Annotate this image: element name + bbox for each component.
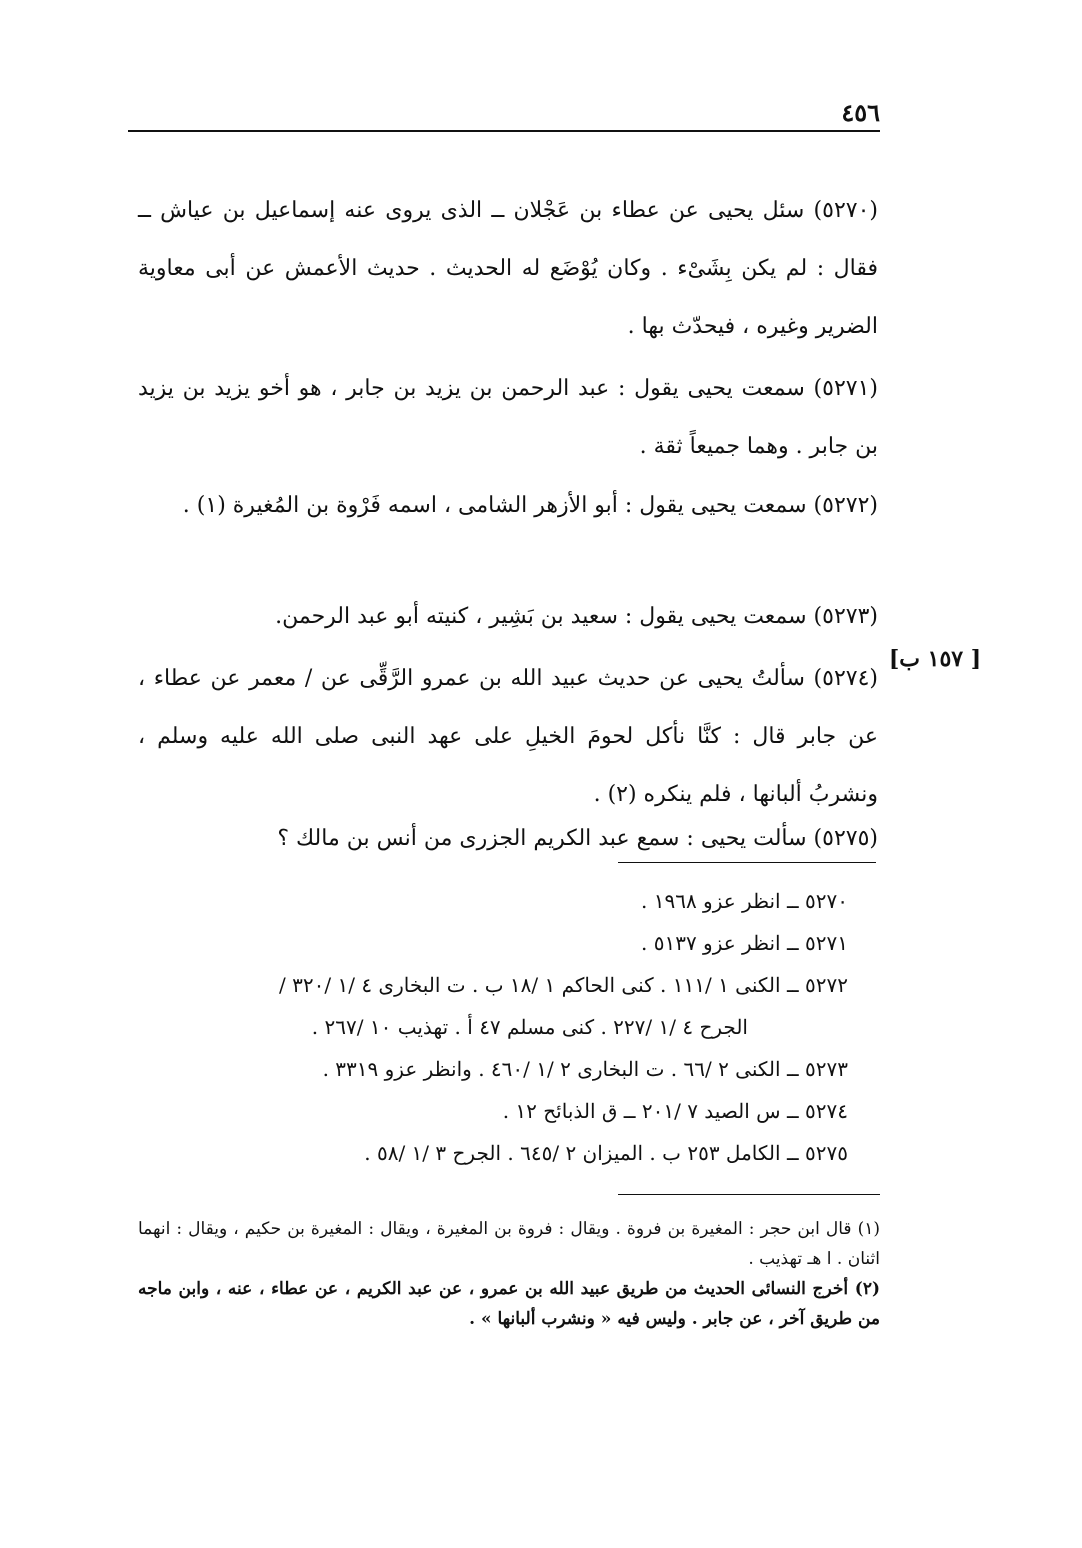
entry-5275: (٥٢٧٥) سألت يحيى : سمع عبد الكريم الجزرى من أنس بن مالك ؟ [277,826,878,851]
entry-5272: (٥٢٧٢) سمعت يحيى يقول : أبو الأزهر الشامى ، اسمه فَرْوة بن المُغيرة (١) . [182,493,878,518]
reference-line: ٥٢٧٥ ــ الكامل ٢٥٣ ب . الميزان ٢ /٦٤٥ . الجرح ٣ /١ /٥٨ . [364,1141,848,1165]
page-number: ٤٥٦ [841,98,880,127]
reference-line: ٥٢٧٢ ــ الكنى ١ /١١١ . كنى الحاكم ١ /١٨ ب . ت البخارى ٤ /١ /٣٢٠ / [279,973,848,997]
references-rule [618,862,876,863]
references-block [140,880,848,1174]
reference-line: الجرح ٤ /١ /٢٢٧ . كنى مسلم ٤٧ أ . تهذيب ١٠ /٢٦٧ . [311,1015,748,1039]
margin-folio-note: [ ١٥٧ ب] [888,646,982,672]
reference-line: ٥٢٧٣ ــ الكنى ٢ /٦٦ . ت البخارى ٢ /١ /٤٦٠ . وانظر عزو ٣٣١٩ . [322,1057,848,1081]
reference-line: ٥٢٧١ ــ انظر عزو ٥١٣٧ . [641,931,848,955]
entry-5274: (٥٢٧٤) سألتُ يحيى عن حديث عبيد الله بن عمرو الرَّقِّى عن / معمر عن عطاء ، عن جابر قال : كنَّا نأكل لحومَ الخيلِ على عهد النبى صلى الله عليه وسلم ، ونشربُ ألبانها ، فلم ينكره (٢) . [138,666,878,807]
entry-5273: (٥٢٧٣) سمعت يحيى يقول : سعيد بن بَشِير ، كنيته أبو عبد الرحمن. [275,604,878,629]
footnotes-block [138,1214,880,1334]
entry-5270: (٥٢٧٠) سئل يحيى عن عطاء بن عَجْلان ــ الذى يروى عنه إسماعيل بن عياش ــ فقال : لم يكن بِشَىْء . وكان يُوْضَع له الحديث . حديث الأعمش عن أبى معاوية الضرير وغيره ، فيحدّث بها . [138,198,878,339]
reference-line: ٥٢٧٤ ــ س الصيد ٧ /٢٠١ ــ ق الذبائح ١٢ . [502,1099,848,1123]
reference-line: ٥٢٧٠ ــ انظر عزو ١٩٦٨ . [641,889,848,913]
entry-5271: (٥٢٧١) سمعت يحيى يقول : عبد الرحمن بن يزيد بن جابر ، هو أخو يزيد بن يزيد بن جابر . وهما جميعاً ثقة . [138,376,878,459]
footnotes-rule [618,1194,880,1195]
footnote: (٢) أخرج النسائى الحديث من طريق عبيد الله بن عمرو ، عن عبد الكريم ، عن عطاء ، عنه ، وابن ماجه من طريق آخر ، عن جابر . وليس فيه « ونشرب ألبانها » . [138,1279,880,1329]
header-rule [128,130,880,132]
footnote: (١) قال ابن حجر : المغيرة بن فروة . ويقال : فروة بن المغيرة ، ويقال : المغيرة بن حكيم ، ويقال : انهما اثنان . ا هـ تهذيب . [138,1219,880,1269]
